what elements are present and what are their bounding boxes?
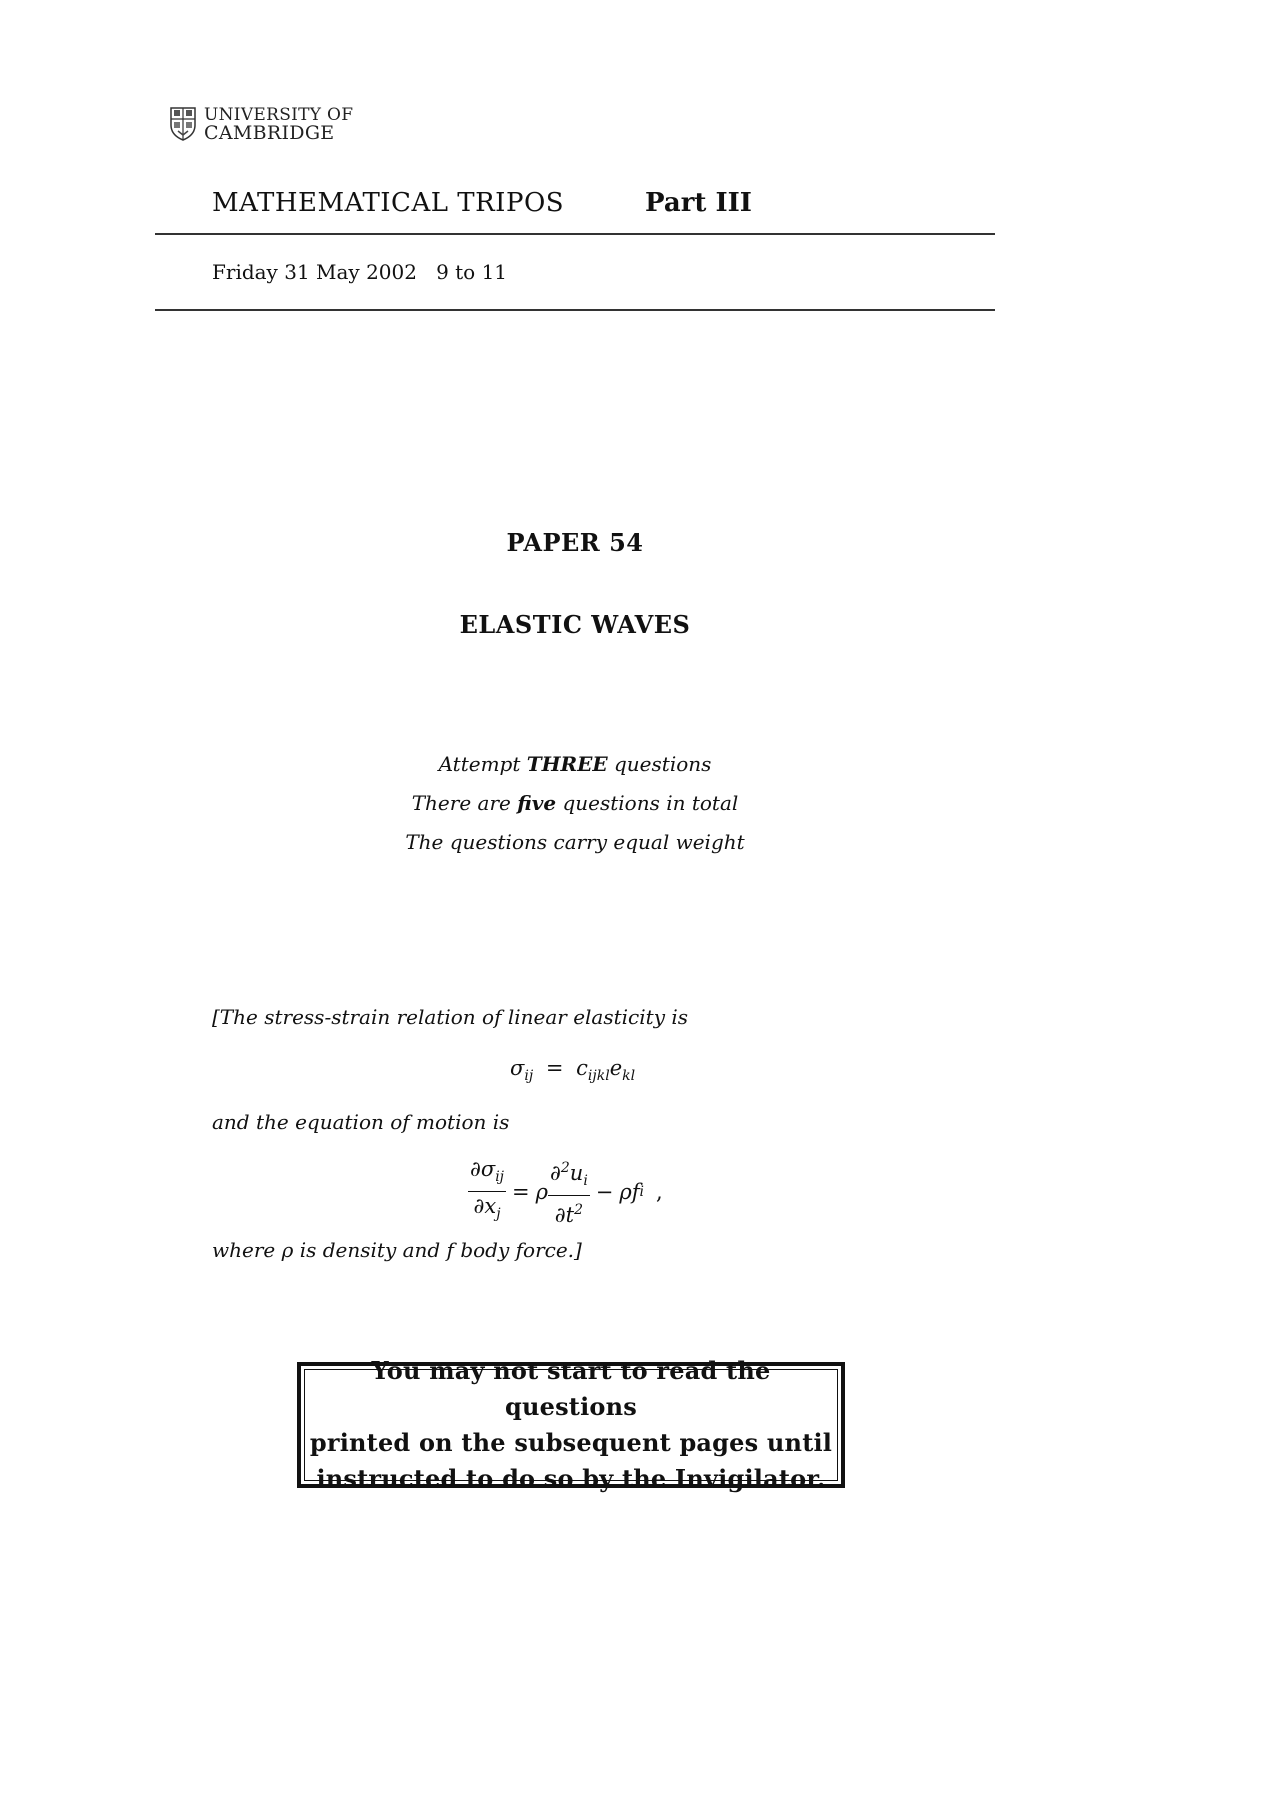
paper-subject: ELASTIC WAVES [459, 610, 691, 639]
note-middle: and the equation of motion is [212, 1110, 510, 1134]
notice-line-2: printed on the subsequent pages until [309, 1428, 833, 1457]
acceleration-fraction: $\frac{\partial^2u_i}{\partial t^2}$ [548, 1156, 590, 1227]
exam-date-time [212, 260, 507, 284]
instruction-attempt: Attempt THREE questions [438, 752, 712, 776]
logo-line-1: UNIVERSITY OF [204, 105, 354, 125]
paper-number: PAPER 54 [506, 528, 644, 557]
exam-date: Friday 31 May 2002 [212, 260, 417, 284]
exam-time: 9 to 11 [436, 260, 508, 284]
university-logo [170, 106, 353, 142]
header-rule-top [155, 233, 995, 235]
notice-line-3: instructed to do so by the Invigilator. [316, 1464, 826, 1493]
stress-derivative-fraction: $\frac{\partial\sigma_{ij}}{\partial x_j}$ [470, 1156, 505, 1223]
exam-title: MATHEMATICAL TRIPOS [212, 188, 565, 218]
equation-of-motion: $\frac{\partial\sigma_{ij}}{\partial x_j}$ = ρ $\frac{\partial^2u_i}{\partial t^2}$ − ρf i , [470, 1156, 663, 1228]
note-intro: [The stress-strain relation of linear elasticity is [212, 1005, 689, 1029]
instruction-weight: The questions carry equal weight [405, 830, 745, 854]
stress-strain-equation: $\sigma_{ij} = c_{ijkl}e_{kl}$ [510, 1056, 636, 1085]
invigilator-notice [297, 1356, 845, 1493]
logo-line-2: CAMBRIDGE [204, 122, 335, 144]
instruction-total: There are five questions in total [411, 791, 739, 815]
cambridge-crest-icon [170, 107, 196, 141]
header-rule-bottom [155, 309, 995, 311]
notice-line-1: You may not start to read the questions [371, 1356, 771, 1421]
note-outro: where ρ is density and f body force.] [212, 1238, 582, 1262]
exam-part: Part III [645, 188, 752, 218]
